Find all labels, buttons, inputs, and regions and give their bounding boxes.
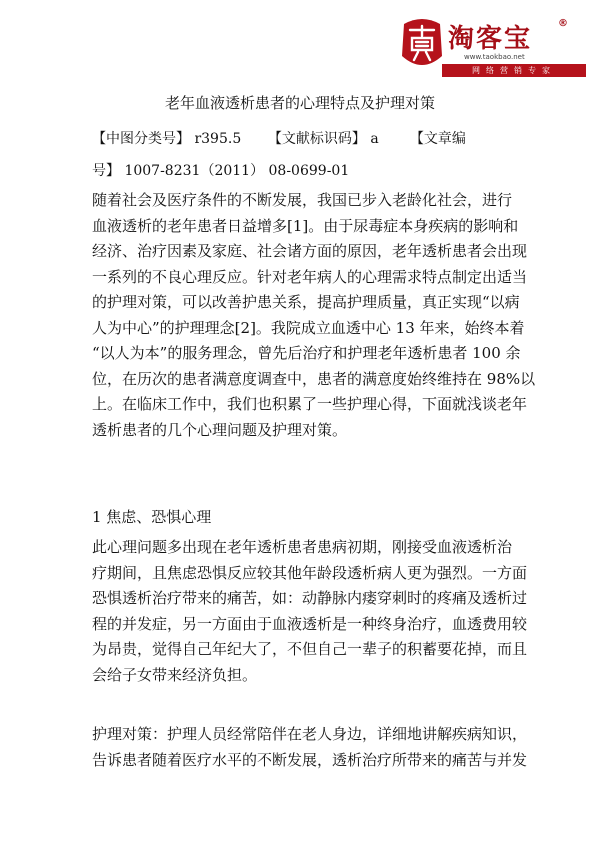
text-line: 人为中心”的护理理念[2]。我院成立血透中心 13 年来，始终本着 <box>92 318 525 337</box>
text-line: 位，在历次的患者满意度调查中，患者的满意度始终维持在 98%以 <box>92 369 536 388</box>
paragraph-nursing-strategy <box>92 722 528 773</box>
section-heading: 1 焦虑、恐惧心理 <box>92 508 212 526</box>
text-line: 疗期间，且焦虑恐惧反应较其他年龄段透析病人更为强烈。一方面 <box>92 563 528 582</box>
bao-seal-icon <box>398 16 446 76</box>
logo-name: 淘客宝 <box>448 24 533 54</box>
logo-url: www.taokbao.net <box>464 53 525 61</box>
text-line: 为昂贵，觉得自己年纪大了，不但自己一辈子的积蓄要花掉，而且 <box>92 640 528 658</box>
registered-mark: ® <box>558 18 568 29</box>
article-title: 老年血液透析患者的心理特点及护理对策 <box>164 94 435 112</box>
text-line: 护理对策：护理人员经常陪伴在老人身边，详细地讲解疾病知识， <box>92 725 528 743</box>
classification-line-1: 【中图分类号】 r395.5 【文献标识码】 a 【文章编 <box>92 131 466 147</box>
classification-line-2: 号】 1007-8231（2011） 08-0699-01 <box>92 163 350 179</box>
text-line: 的护理对策，可以改善护患关系，提高护理质量，真正实现“以病 <box>92 293 520 311</box>
text-line: 告诉患者随着医疗水平的不断发展，透析治疗所带来的痛苦与并发 <box>92 750 528 769</box>
text-line: “以人为本”的服务理念，曾先后治疗和护理老年透析患者 100 余 <box>92 344 521 362</box>
text-line: 此心理问题多出现在老年透析患者患病初期，刚接受血液透析治 <box>92 538 513 556</box>
paragraph-intro <box>92 188 536 443</box>
text-line: 程的并发症，另一方面由于血液透析是一种终身治疗，血透费用较 <box>92 614 528 633</box>
text-line: 上。在临床工作中，我们也积累了一些护理心得，下面就浅谈老年 <box>92 395 528 413</box>
logo-tagline: 网络营销专家 <box>442 64 586 77</box>
text-line: 经济、治疗因素及家庭、社会诸方面的原因，老年透析患者会出现 <box>92 242 528 260</box>
text-line: 恐惧透析治疗带来的痛苦，如：动静脉内瘘穿刺时的疼痛及透析过 <box>92 589 528 607</box>
text-line: 一系列的不良心理反应。针对老年病人的心理需求特点制定出适当 <box>92 267 528 286</box>
text-line: 透析患者的几个心理问题及护理对策。 <box>92 420 348 439</box>
text-line: 血液透析的老年患者日益增多[1]。由于尿毒症本身疾病的影响和 <box>92 216 519 235</box>
text-line: 随着社会及医疗条件的不断发展，我国已步入老龄化社会，进行 <box>92 191 513 209</box>
site-logo <box>398 16 588 78</box>
paragraph-anxiety <box>92 535 528 688</box>
text-line: 会给子女带来经济负担。 <box>92 665 258 684</box>
